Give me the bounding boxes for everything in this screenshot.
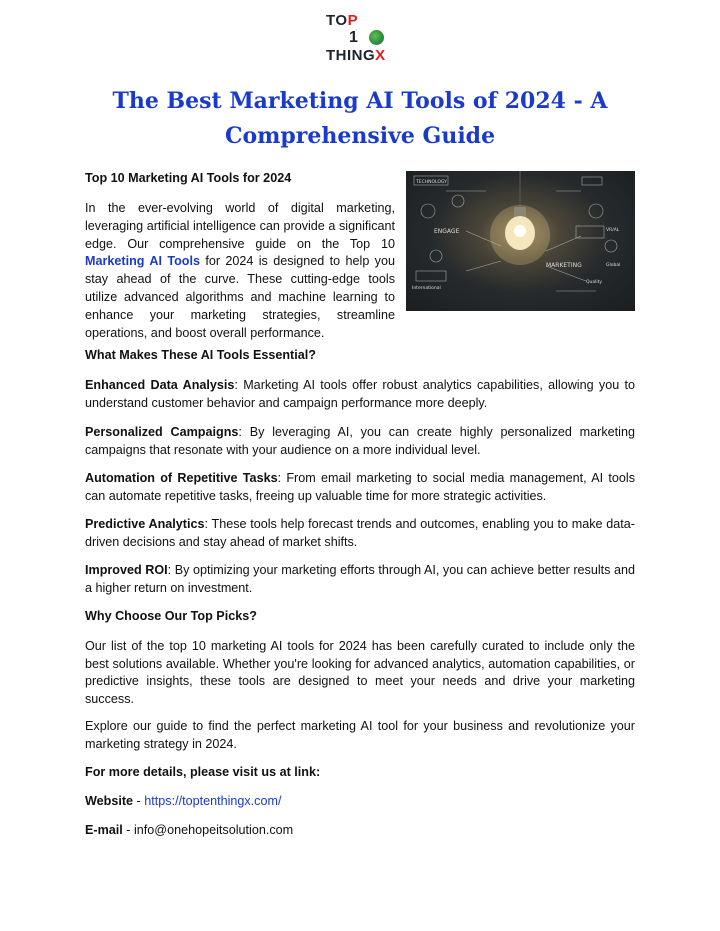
feature-personalized-campaigns: Personalized Campaigns: By leveraging AI, you can create highly personalized marketing campaigns that resonate with your audience on a more individual level.: [85, 425, 635, 457]
site-logo[interactable]: [322, 13, 402, 65]
email-address[interactable]: info@onehopeitsolution.com: [134, 823, 294, 837]
feature-predictive-analytics: Predictive Analytics: These tools help forecast trends and outcomes, enabling you to make data-driven decisions and stay ahead of market shifts.: [85, 517, 635, 549]
lightbulb-illustration: [406, 171, 635, 311]
contact-heading: For more details, please visit us at link:: [85, 765, 321, 779]
page-title: The Best Marketing AI Tools of 2024 - A Comprehensive Guide: [112, 88, 608, 149]
section-heading-essential: What Makes These AI Tools Essential?: [85, 348, 316, 362]
svg-text:Global: Global: [606, 263, 621, 268]
logo-line-1: TOP: [326, 12, 359, 29]
marketing-ai-tools-link[interactable]: Marketing AI Tools: [85, 254, 200, 269]
svg-text:ENGAGE: ENGAGE: [434, 228, 460, 235]
feature-improved-roi: Improved ROI: By optimizing your marketing efforts through AI, you can achieve better results and a higher return on investment.: [85, 563, 636, 595]
svg-text:Quality: Quality: [586, 280, 603, 285]
website-line: Website - https://toptenthingx.com/: [85, 794, 282, 808]
logo-line-3: THINGX: [326, 47, 386, 64]
email-line: E-mail - info@onehopeitsolution.com: [85, 823, 294, 837]
section-heading-top-tools: Top 10 Marketing AI Tools for 2024: [85, 171, 292, 185]
svg-text:MARKETING: MARKETING: [546, 262, 582, 269]
intro-paragraph: In the ever-evolving world of digital marketing, leveraging artificial intelligence can provide a significant edge. Our comprehensive guide on the Top 10 Marketing AI Tools for 2024 is designed to help you stay ahead of the curve. These cutting-edge tools utilize advanced algorithms and machine learning to enhance your marketing strategies, streamline operations, and boost overall performance.: [85, 201, 395, 340]
svg-text:TECHNOLOGY: TECHNOLOGY: [416, 180, 447, 185]
explore-paragraph: Explore our guide to find the perfect marketing AI tool for your business and revolutionize your marketing strategy in 2024.: [85, 719, 635, 751]
hero-image-lightbulb: [406, 171, 635, 311]
website-link[interactable]: https://toptenthingx.com/: [144, 794, 282, 808]
svg-text:International: International: [412, 286, 441, 291]
logo-line-2: 1: [349, 29, 359, 46]
feature-automation: Automation of Repetitive Tasks: From email marketing to social media management, AI tools can automate repetitive tasks, freeing up valuable time for more strategic activities.: [85, 471, 636, 503]
globe-icon: [369, 30, 384, 45]
feature-enhanced-data-analysis: Enhanced Data Analysis: Marketing AI tools offer robust analytics capabilities, allowing you to understand customer behavior and campaign performance more deeply.: [85, 378, 635, 410]
section-heading-why-choose: Why Choose Our Top Picks?: [85, 609, 257, 623]
svg-text:VR/AL: VR/AL: [606, 228, 620, 233]
why-choose-paragraph: Our list of the top 10 marketing AI tools for 2024 has been carefully curated to include only the best solutions available. Whether you're looking for advanced analytics, automation capabilities, or predictive insights, these tools are designed to meet your needs and drive your marketing success.: [85, 639, 635, 706]
